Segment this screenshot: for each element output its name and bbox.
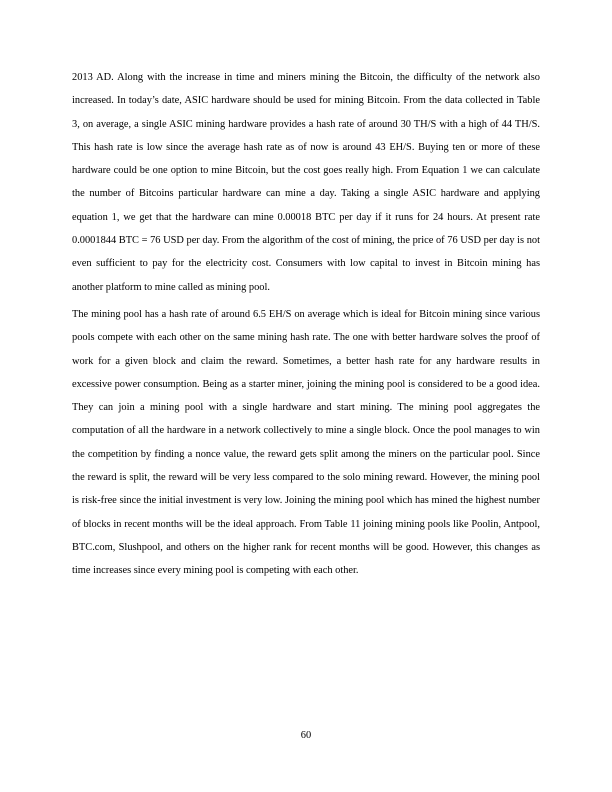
page-number: 60: [300, 730, 312, 741]
body-text: [72, 66, 540, 583]
paragraph-asic-hardware: 2013 AD. Along with the increase in time and miners mining the Bitcoin, the difficulty of the network also increased. In today’s date, ASIC hardware should be used for mining Bitcoin. From the data collected in Table 3, on average, a single ASIC mining hardware provides a hash rate of around 30 TH/S with a high of 44 TH/S. This hash rate is low since the average hash rate as of now is around 43 EH/S. Buying ten or more of these hardware could be one option to mine Bitcoin, but the cost goes really high. From Equation 1 we can calculate the number of Bitcoins particular hardware can mine a day. Taking a single ASIC hardware and applying equation 1, we get that the hardware can mine 0.00018 BTC per day if it runs for 24 hours. At present rate 0.0001844 BTC = 76 USD per day. From the algorithm of the cost of mining, the price of 76 USD per day is not even sufficient to pay for the electricity cost. Consumers with low capital to invest in Bitcoin mining has another platform to mine called as mining pool.: [72, 72, 540, 293]
paragraph-mining-pool: The mining pool has a hash rate of around 6.5 EH/S on average which is ideal for Bitcoin mining since various pools compete with each other on the same mining hash rate. The one with better hardware solves the proof of work for a given block and claim the reward. Sometimes, a better hash rate for any hardware results in excessive power consumption. Being as a starter miner, joining the mining pool is considered to be a good idea. They can join a mining pool with a single hardware and start mining. The mining pool aggregates the computation of all the hardware in a network collectively to mine a single block. Once the pool manages to win the competition by finding a nonce value, the reward gets split among the miners on the particular pool. Since the reward is split, the reward will be very less compared to the solo mining reward. However, the mining pool is risk-free since the initial investment is very low. Joining the mining pool which has mined the highest number of blocks in recent months will be the ideal approach. From Table 11 joining mining pools like Poolin, Antpool, BTC.com, Slushpool, and others on the higher rank for recent months will be good. However, this changes as time increases since every mining pool is competing with each other.: [72, 308, 540, 577]
